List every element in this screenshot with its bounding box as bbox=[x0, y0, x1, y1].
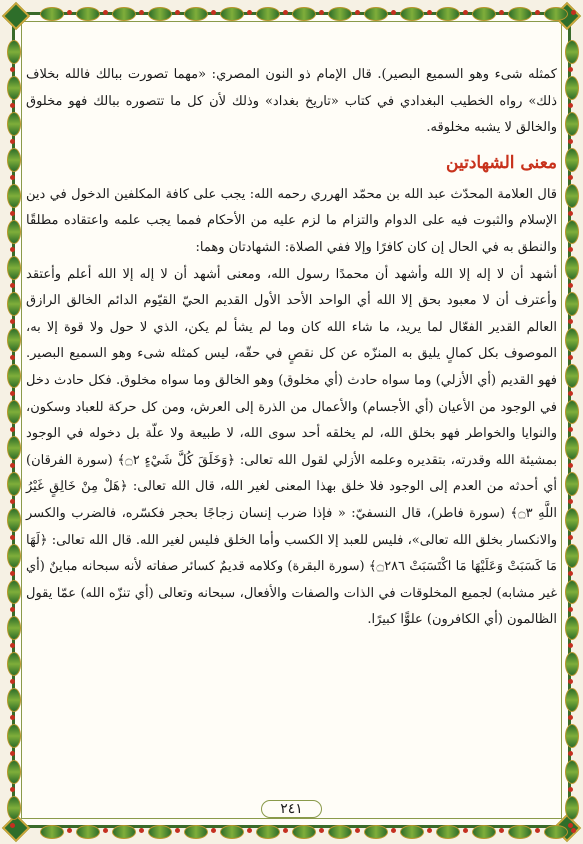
border-leaf-icon bbox=[565, 40, 579, 64]
border-leaf-icon bbox=[7, 760, 21, 784]
border-leaf-icon bbox=[400, 825, 424, 839]
border-dot-icon bbox=[568, 715, 573, 720]
border-leaf-icon bbox=[565, 400, 579, 424]
border-leaf-icon bbox=[7, 112, 21, 136]
border-leaf-icon bbox=[436, 7, 460, 21]
border-leaf-icon bbox=[7, 220, 21, 244]
border-leaf-icon bbox=[112, 825, 136, 839]
border-leaf-icon bbox=[565, 184, 579, 208]
border-leaf-icon bbox=[148, 825, 172, 839]
border-leaf-icon bbox=[7, 364, 21, 388]
border-leaf-icon bbox=[7, 544, 21, 568]
border-leaf-icon bbox=[7, 616, 21, 640]
border-dot-icon bbox=[103, 10, 108, 15]
border-dot-icon bbox=[463, 10, 468, 15]
border-dot-icon bbox=[10, 715, 15, 720]
border-leaf-icon bbox=[7, 148, 21, 172]
border-dot-icon bbox=[175, 828, 180, 833]
border-dot-icon bbox=[10, 787, 15, 792]
border-leaf-icon bbox=[7, 184, 21, 208]
border-leaf-icon bbox=[328, 7, 352, 21]
border-leaf-icon bbox=[7, 256, 21, 280]
border-dot-icon bbox=[139, 10, 144, 15]
border-leaf-icon bbox=[565, 112, 579, 136]
border-leaf-icon bbox=[565, 472, 579, 496]
page-content bbox=[26, 62, 557, 634]
border-dot-icon bbox=[568, 319, 573, 324]
border-dot-icon bbox=[568, 211, 573, 216]
border-dot-icon bbox=[10, 247, 15, 252]
page-number-label: ٢٤١ bbox=[261, 800, 322, 818]
border-dot-icon bbox=[10, 571, 15, 576]
border-leaf-icon bbox=[508, 7, 532, 21]
border-dot-icon bbox=[283, 10, 288, 15]
border-leaf-icon bbox=[565, 652, 579, 676]
border-leaf-icon bbox=[364, 7, 388, 21]
border-dot-icon bbox=[10, 751, 15, 756]
border-dot-icon bbox=[568, 103, 573, 108]
border-dot-icon bbox=[568, 427, 573, 432]
border-dot-icon bbox=[10, 499, 15, 504]
paragraph-hariri: قال العلامة المحدّث عبد الله بن محمّد الهرري رحمه الله: يجب على كافة المكلفين الدخول في دين الإسلام والثبوت فيه على الدوام والتزام ما لزم عليه من الأحكام فمما يجب علمه واعتقاده مطلقًا والنطق به في الحال إن كان كافرًا وإلا ففي الصلاة: الشهادتان وهما: bbox=[26, 186, 557, 255]
border-dot-icon bbox=[10, 427, 15, 432]
border-leaf-icon bbox=[565, 328, 579, 352]
border-dot-icon bbox=[427, 828, 432, 833]
border-leaf-icon bbox=[565, 688, 579, 712]
border-leaf-icon bbox=[7, 652, 21, 676]
border-leaf-icon bbox=[472, 825, 496, 839]
border-dot-icon bbox=[10, 211, 15, 216]
border-leaf-icon bbox=[292, 825, 316, 839]
border-leaf-icon bbox=[565, 220, 579, 244]
page-number bbox=[0, 800, 583, 818]
border-leaf-icon bbox=[544, 825, 568, 839]
border-dot-icon bbox=[391, 828, 396, 833]
border-dot-icon bbox=[10, 463, 15, 468]
border-leaf-icon bbox=[400, 7, 424, 21]
border-dot-icon bbox=[463, 828, 468, 833]
border-leaf-icon bbox=[184, 825, 208, 839]
border-leaf-icon bbox=[544, 7, 568, 21]
border-dot-icon bbox=[10, 535, 15, 540]
border-leaf-icon bbox=[256, 7, 280, 21]
border-leaf-icon bbox=[256, 825, 280, 839]
border-dot-icon bbox=[247, 10, 252, 15]
border-dot-icon bbox=[247, 828, 252, 833]
border-leaf-icon bbox=[565, 580, 579, 604]
border-dot-icon bbox=[355, 10, 360, 15]
border-dot-icon bbox=[67, 828, 72, 833]
border-leaf-icon bbox=[565, 148, 579, 172]
border-leaf-icon bbox=[565, 76, 579, 100]
border-dot-icon bbox=[211, 828, 216, 833]
border-dot-icon bbox=[67, 10, 72, 15]
border-dot-icon bbox=[568, 175, 573, 180]
border-leaf-icon bbox=[565, 544, 579, 568]
border-leaf-icon bbox=[7, 436, 21, 460]
border-leaf-icon bbox=[7, 400, 21, 424]
border-dot-icon bbox=[568, 355, 573, 360]
border-leaf-icon bbox=[148, 7, 172, 21]
border-dot-icon bbox=[568, 571, 573, 576]
border-dot-icon bbox=[499, 10, 504, 15]
border-leaf-icon bbox=[565, 760, 579, 784]
border-leaf-icon bbox=[7, 508, 21, 532]
border-dot-icon bbox=[139, 828, 144, 833]
border-leaf-icon bbox=[7, 292, 21, 316]
border-dot-icon bbox=[10, 643, 15, 648]
border-dot-icon bbox=[535, 10, 540, 15]
border-leaf-icon bbox=[472, 7, 496, 21]
border-dot-icon bbox=[10, 67, 15, 72]
border-dot-icon bbox=[10, 103, 15, 108]
border-leaf-icon bbox=[565, 508, 579, 532]
border-leaf-icon bbox=[328, 825, 352, 839]
border-dot-icon bbox=[391, 10, 396, 15]
border-dot-icon bbox=[10, 319, 15, 324]
border-dot-icon bbox=[10, 823, 15, 828]
border-dot-icon bbox=[175, 10, 180, 15]
border-dot-icon bbox=[10, 391, 15, 396]
border-leaf-icon bbox=[7, 724, 21, 748]
border-leaf-icon bbox=[565, 724, 579, 748]
border-dot-icon bbox=[568, 391, 573, 396]
border-leaf-icon bbox=[220, 7, 244, 21]
border-leaf-icon bbox=[565, 616, 579, 640]
border-leaf-icon bbox=[7, 328, 21, 352]
border-dot-icon bbox=[103, 828, 108, 833]
border-leaf-icon bbox=[40, 7, 64, 21]
border-dot-icon bbox=[571, 828, 576, 833]
border-dot-icon bbox=[568, 463, 573, 468]
border-dot-icon bbox=[568, 823, 573, 828]
heading-text: معنى الشهادتين bbox=[446, 152, 557, 173]
border-dot-icon bbox=[499, 828, 504, 833]
border-dot-icon bbox=[568, 787, 573, 792]
border-leaf-icon bbox=[76, 825, 100, 839]
border-leaf-icon bbox=[436, 825, 460, 839]
border-dot-icon bbox=[568, 535, 573, 540]
border-dot-icon bbox=[10, 607, 15, 612]
border-dot-icon bbox=[283, 828, 288, 833]
paragraph-intro: كمثله شىء وهو السميع البصير). قال الإمام ذو النون المصري: «مهما تصورت ببالك فالله بخلاف ذلك» رواه الخطيب البغدادي في كتاب «تاريخ بغداد» وذلك لأن كل ما تتصوره ببالك فهو مخلوق والخالق لا يشبه مخلوقه. bbox=[26, 67, 557, 136]
border-leaf-icon bbox=[565, 292, 579, 316]
border-leaf-icon bbox=[112, 7, 136, 21]
border-leaf-icon bbox=[7, 76, 21, 100]
border-dot-icon bbox=[355, 828, 360, 833]
border-leaf-icon bbox=[184, 7, 208, 21]
border-leaf-icon bbox=[7, 40, 21, 64]
border-leaf-icon bbox=[220, 825, 244, 839]
border-dot-icon bbox=[535, 828, 540, 833]
border-leaf-icon bbox=[76, 7, 100, 21]
border-leaf-icon bbox=[364, 825, 388, 839]
border-leaf-icon bbox=[7, 580, 21, 604]
border-dot-icon bbox=[568, 139, 573, 144]
border-leaf-icon bbox=[565, 364, 579, 388]
border-dot-icon bbox=[571, 10, 576, 15]
border-dot-icon bbox=[568, 283, 573, 288]
border-leaf-icon bbox=[40, 825, 64, 839]
border-leaf-icon bbox=[7, 472, 21, 496]
border-dot-icon bbox=[10, 283, 15, 288]
border-dot-icon bbox=[568, 679, 573, 684]
border-leaf-icon bbox=[565, 436, 579, 460]
border-dot-icon bbox=[568, 499, 573, 504]
border-leaf-icon bbox=[292, 7, 316, 21]
border-dot-icon bbox=[568, 751, 573, 756]
border-leaf-icon bbox=[508, 825, 532, 839]
border-dot-icon bbox=[568, 643, 573, 648]
border-dot-icon bbox=[427, 10, 432, 15]
border-dot-icon bbox=[319, 10, 324, 15]
border-leaf-icon bbox=[7, 688, 21, 712]
border-dot-icon bbox=[319, 828, 324, 833]
border-dot-icon bbox=[10, 679, 15, 684]
border-dot-icon bbox=[10, 355, 15, 360]
border-dot-icon bbox=[568, 607, 573, 612]
section-heading bbox=[26, 148, 557, 178]
border-leaf-icon bbox=[565, 256, 579, 280]
border-dot-icon bbox=[10, 139, 15, 144]
border-dot-icon bbox=[568, 247, 573, 252]
border-dot-icon bbox=[211, 10, 216, 15]
border-dot-icon bbox=[10, 175, 15, 180]
border-dot-icon bbox=[568, 67, 573, 72]
paragraph-shahadatan: أشهد أن لا إله إلا الله وأشهد أن محمدًا رسول الله، ومعنى أشهد أن لا إله إلا الله أعلم وأعتقد وأعترف أن لا معبود بحق إلا الله أي الواحد الأحد الأول القديم الحيّ القيّوم الدائم الخالق الرازق العالم القدير الفعّال لما يريد، ما شاء الله كان وما لم يشأ لم يكن، الذي لا حول ولا قوة إلا به، الموصوف بكل كمالٍ يليق به المنزّه عن كل نقصٍ في حقّه، ليس كمثله شىء وهو السميع البصير. فهو القديم (أي الأزلي) وما سواه حادث (أي مخلوق) وهو الخالق وما سواه مخلوق. فكل حادث دخل في الوجود من الأعيان (أي الأجسام) والأعمال من الذرة إلى العرش، ومن كل حركة للعباد وسكون، والنوايا والخواطر فهو بخلق الله، لم يخلقه أحد سوى الله، لا طبيعة ولا علّة بل دخوله في الوجود بمشيئة الله وقدرته، بتقديره وعلمه الأزلي لقول الله تعالى: ﴿وَخَلَقَ كُلَّ شَيْءٍ ۝٢﴾ (سورة الفرقان) أي أحدثه من العدم إلى الوجود فلا خلق بهذا المعنى لغير الله، قال الله تعالى: ﴿هَلْ مِنْ خَالِقٍ غَيْرُ اللَّهِ ۝٣﴾ (سورة فاطر)، قال النسفيّ: « فإذا ضرب إنسان زجاجًا بحجر فكسّره، فالضرب والكسر والانكسار بخلق الله تعالى»، فليس للعبد إلا الكسب وأما الخلق فليس لغير الله. قال الله تعالى: ﴿لَهَا مَا كَسَبَتْ وَعَلَيْهَا مَا اكْتَسَبَتْ ۝٢٨٦﴾ (سورة البقرة) وكلامه قديمٌ كسائر صفاته لأنه سبحانه مباينٌ (أي غير مشابه) لجميع المخلوقات في الذات والصفات والأفعال، سبحانه وتعالى (أي تنزّه الله) عمّا يقول الظالمون (أي الكافرون) علوًّا كبيرًا. bbox=[26, 266, 557, 628]
